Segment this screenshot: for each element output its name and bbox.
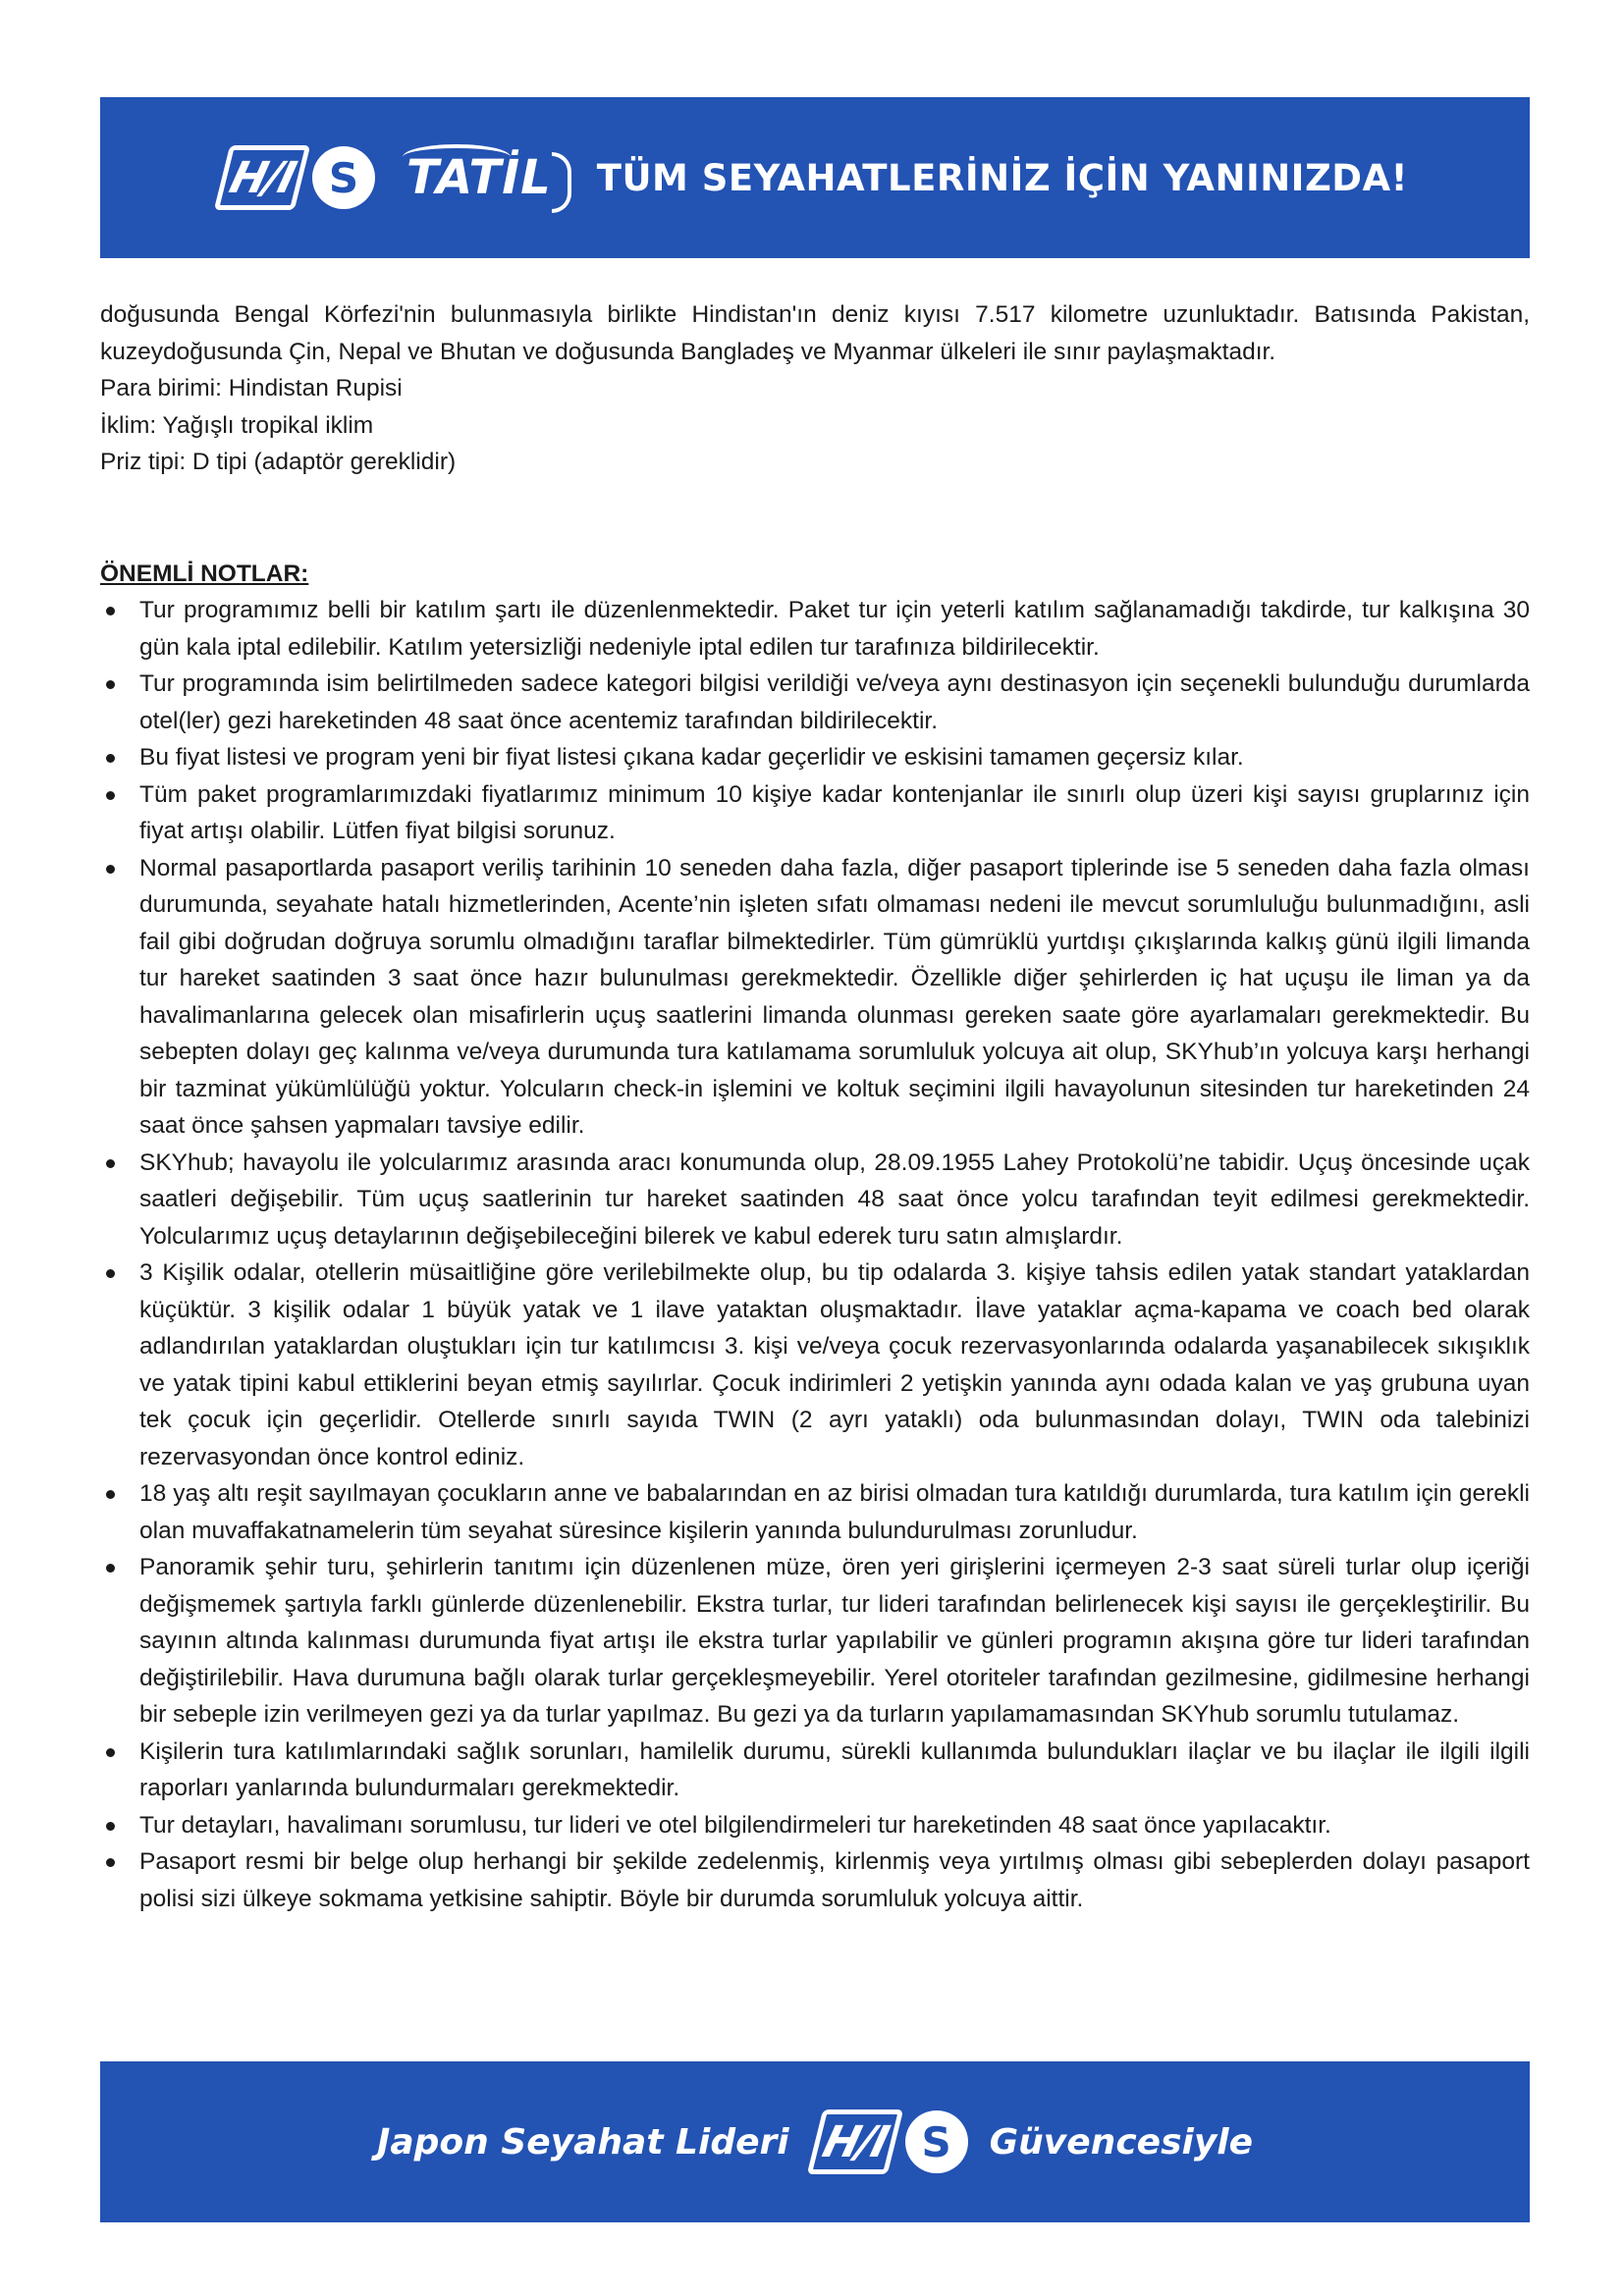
- note-item: 18 yaş altı reşit sayılmayan çocukların anne ve babalarından en az birisi olmadan tura katıldığı durumlarda, tura katılım için gerekli olan muvaffakatnamelerin tüm seyahat süresince kişilerin yanında bulundurulması zorunludur.: [100, 1475, 1530, 1549]
- currency-line: Para birimi: Hindistan Rupisi: [100, 375, 403, 401]
- his-logo-circle: S: [312, 146, 375, 209]
- header-banner: [100, 97, 1530, 258]
- note-item: 3 Kişilik odalar, otellerin müsaitliğine göre verilebilmekte olup, bu tip odalarda 3. kişiye tahsis edilen yatak standart yataklardan küçüktür. 3 kişilik odalar 1 büyük yatak ve 1 ilave yataktan oluşmaktadır. İlave yataklar açma-kapama ve coach bed olarak adlandırılan yataklardan oluştukları için tur katılımcısı 3. kişi ve/veya çocuk rezervasyonlarında odalarda yaşanabilecek sıkışıklık ve yatak tipini kabul ettiklerini beyan etmiş sayılırlar. Çocuk indirimleri 2 yetişkin yanında aynı odada kalan ve yaş grubuna uyan tek çocuk için geçerlidir. Otellerde sınırlı sayıda TWIN (2 ayrı yataklı) oda bulunmasından dolayı, TWIN oda talebinizi rezervasyondan önce kontrol ediniz.: [100, 1255, 1530, 1475]
- note-item: Pasaport resmi bir belge olup herhangi bir şekilde zedelenmiş, kirlenmiş veya yırtılmış olması gibi sebeplerden dolayı pasaport polisi sizi ülkeye sokmama yetkisine sahiptir. Böyle bir durumda sorumluluk yolcuya aittir.: [100, 1843, 1530, 1917]
- note-item: Tur programımız belli bir katılım şartı ile düzenlenmektedir. Paket tur için yeterli katılım sağlanamadığı takdirde, tur kalkışına 30 gün kala iptal edilebilir. Katılım yetersizliği nedeniyle iptal edilen tur tarafınıza bildirilecektir.: [100, 592, 1530, 666]
- note-item: Bu fiyat listesi ve program yeni bir fiyat listesi çıkana kadar geçerlidir ve eskisini tamamen geçersiz kılar.: [100, 739, 1530, 776]
- footer-banner: [100, 2061, 1530, 2222]
- footer-his-logo-circle: S: [905, 2110, 968, 2173]
- footer-left-text: Japon Seyahat Lideri: [376, 2121, 789, 2163]
- note-item: Tur detayları, havalimanı sorumlusu, tur lideri ve otel bilgilendirmeleri tur hareketinden 48 saat önce yapılacaktır.: [100, 1807, 1530, 1844]
- tatil-brand: TATİL: [406, 150, 552, 205]
- his-logo: [222, 145, 375, 210]
- note-item: Tüm paket programlarımızdaki fiyatlarımız minimum 10 kişiye kadar kontenjanlar ile sınırlı olup üzeri kişi sayısı gruplarınız için fiyat artışı olabilir. Lütfen fiyat bilgisi sorunuz.: [100, 776, 1530, 850]
- climate-line: İklim: Yağışlı tropikal iklim: [100, 411, 374, 439]
- footer-his-logo-letters: H/I: [806, 2109, 902, 2174]
- intro-paragraph: doğusunda Bengal Körfezi'nin bulunmasıyla birlikte Hindistan'ın deniz kıyısı 7.517 kilometre uzunluktadır. Batısında Pakistan, kuzeydoğusunda Çin, Nepal ve Bhutan ve doğusunda Bangladeş ve Myanmar ülkeleri ile sınır paylaşmaktadır.: [100, 301, 1530, 365]
- tatil-bracket-icon: [552, 152, 571, 213]
- document-body: [100, 296, 1530, 1917]
- note-item: Normal pasaportlarda pasaport veriliş tarihinin 10 seneden daha fazla, diğer pasaport tiplerinde ise 5 seneden daha fazla olması durumunda, seyahate hatalı hizmetlerinden, Acente’nin işleten sıfatı olmaması nedeni ile mevcut sorumluluğu bulunmadığını, asli fail gibi doğrudan doğruya sorumlu olmadığını taraflar bilmektedirler. Tüm gümrüklü yurtdışı çıkışlarında kalkış günü ilgili limanda tur hareket saatinden 3 saat önce hazır bulunulması gerekmektedir. Özellikle diğer şehirlerden iç hat uçuşu ile liman ya da havalimanlarına gelecek olan misafirlerin uçuş saatlerini limanda olunması gereken saate göre ayarlamaları gerekmektedir. Bu sebepten dolayı geç kalınma ve/veya durumunda tura katılamama sorumluluk yolcuya ait olup, SKYhub’ın yolcuya karşı herhangi bir tazminat yükümlülüğü yoktur. Yolcuların check-in işlemini ve koltuk seçimini ilgili havayolunun sitesinden tur hareketinden 24 saat önce şahsen yapmaları tavsiye edilir.: [100, 850, 1530, 1145]
- tatil-swoosh-icon: [403, 144, 511, 170]
- notes-title: ÖNEMLİ NOTLAR:: [100, 560, 309, 587]
- his-logo-letters: H/I: [214, 145, 310, 210]
- plug-line: Priz tipi: D tipi (adaptör gereklidir): [100, 449, 457, 475]
- header-slogan: TÜM SEYAHATLERİNİZ İÇİN YANINIZDA!: [596, 156, 1408, 199]
- notes-list: [100, 592, 1530, 1917]
- footer-his-logo: [815, 2109, 968, 2174]
- note-item: Tur programında isim belirtilmeden sadece kategori bilgisi verildiği ve/veya aynı destinasyon için seçenekli bulunduğu durumlarda otel(ler) gezi hareketinden 48 saat önce acentemiz tarafından bildirilecektir.: [100, 666, 1530, 739]
- tatil-logo: [397, 144, 571, 211]
- footer-right-text: Güvencesiyle: [989, 2121, 1254, 2163]
- note-item: Panoramik şehir turu, şehirlerin tanıtımı için düzenlenen müze, ören yeri girişlerini içermeyen 2-3 saat süreli turlar olup içeriği değişmemek şartıyla farklı günlerde düzenlenebilir. Ekstra turlar, tur lideri tarafından belirlenecek kişi sayısı ile gerçekleştirilir. Bu sayının altında kalınması durumunda fiyat artışı ile ekstra turlar yapılabilir ve günleri programın akışına göre tur lideri tarafından değiştirilebilir. Hava durumuna bağlı olarak turlar gerçekleşmeyebilir. Yerel otoriteler tarafından gezilmesine, gidilmesine herhangi bir sebeple izin verilmeyen gezi ya da turlar yapılmaz. Bu gezi ya da turların yapılamamasından SKYhub sorumlu tutulamaz.: [100, 1549, 1530, 1734]
- note-item: Kişilerin tura katılımlarındaki sağlık sorunları, hamilelik durumu, sürekli kullanımda bulundukları ilaçlar ve bu ilaçlar ile ilgili ilgili raporları yanlarında bulundurmaları gerekmektedir.: [100, 1734, 1530, 1807]
- note-item: SKYhub; havayolu ile yolcularımız arasında aracı konumunda olup, 28.09.1955 Lahey Protokolü’ne tabidir. Uçuş öncesinde uçak saatleri değişebilir. Tüm uçuş saatlerinin tur hareket saatinden 48 saat önce yolcu tarafından teyit edilmesi gerekmektedir. Yolcularımız uçuş detaylarının değişebileceğini bilerek ve kabul ederek turu satın almışlardır.: [100, 1145, 1530, 1255]
